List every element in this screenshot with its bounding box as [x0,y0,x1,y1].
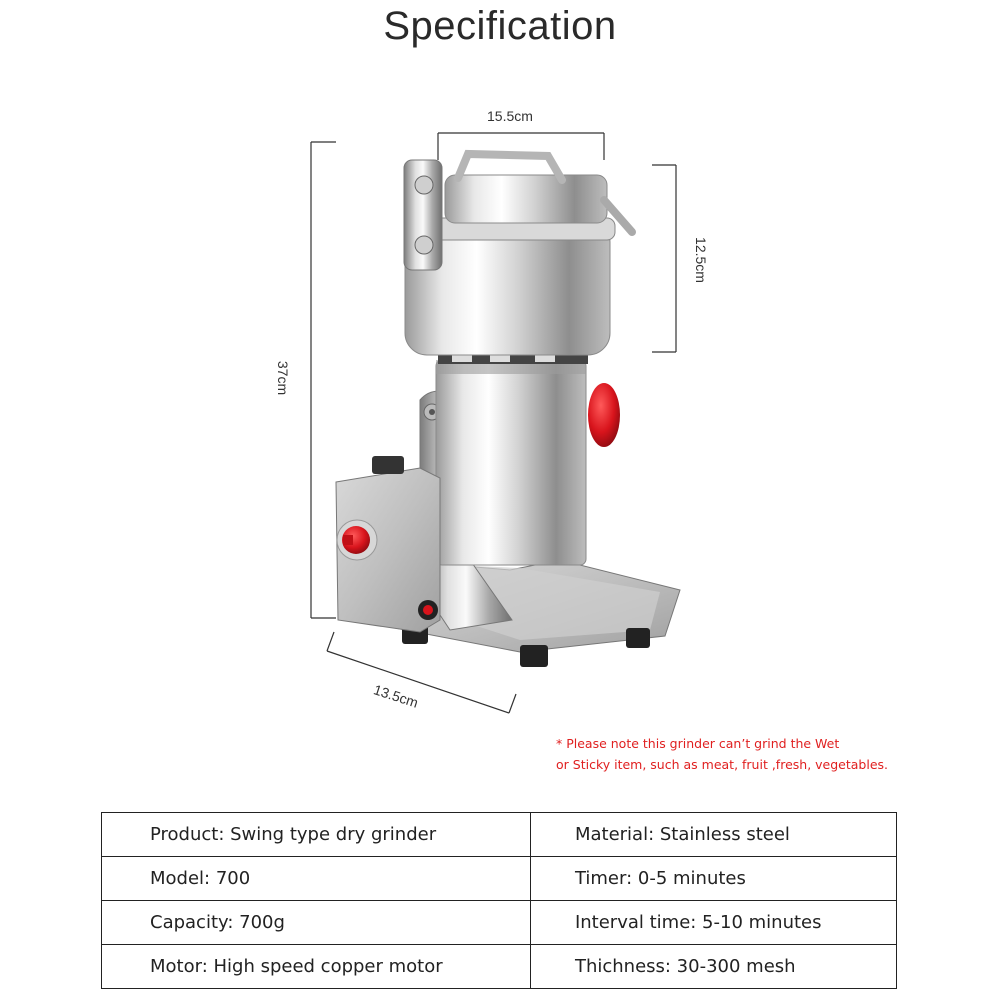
spec-capacity: Capacity: 700g [102,901,531,945]
spec-thickness: Thichness: 30-300 mesh [530,945,896,989]
spec-timer: Timer: 0-5 minutes [530,857,896,901]
motor-cylinder [436,360,586,565]
dimension-height-cup-line [652,165,676,352]
dimension-depth-base: 13.5cm [371,681,421,711]
table-row [102,857,897,901]
warning-note-line2: or Sticky item, such as meat, fruit ,fresh, vegetables. [556,757,888,772]
page-title: Specification [383,4,617,48]
specification-table [101,812,897,989]
spec-motor: Motor: High speed copper motor [102,945,531,989]
warning-note [556,733,888,775]
spec-product: Product: Swing type dry grinder [102,813,531,857]
foot-right [626,628,650,648]
spec-model: Model: 700 [102,857,531,901]
side-knob [588,383,620,447]
lid [445,175,607,223]
dimension-width-top: 15.5cm [487,108,533,124]
warning-note-line1: * Please note this grinder can’t grind the Wet [556,736,840,751]
table-row [102,813,897,857]
table-row [102,901,897,945]
foot-mid [520,645,548,667]
dimension-height-total-line [311,142,336,618]
spec-material: Material: Stainless steel [530,813,896,857]
spec-interval: Interval time: 5-10 minutes [530,901,896,945]
table-row [102,945,897,989]
dimension-height-cup: 12.5cm [692,237,709,283]
dimension-height-total: 37cm [275,360,292,396]
